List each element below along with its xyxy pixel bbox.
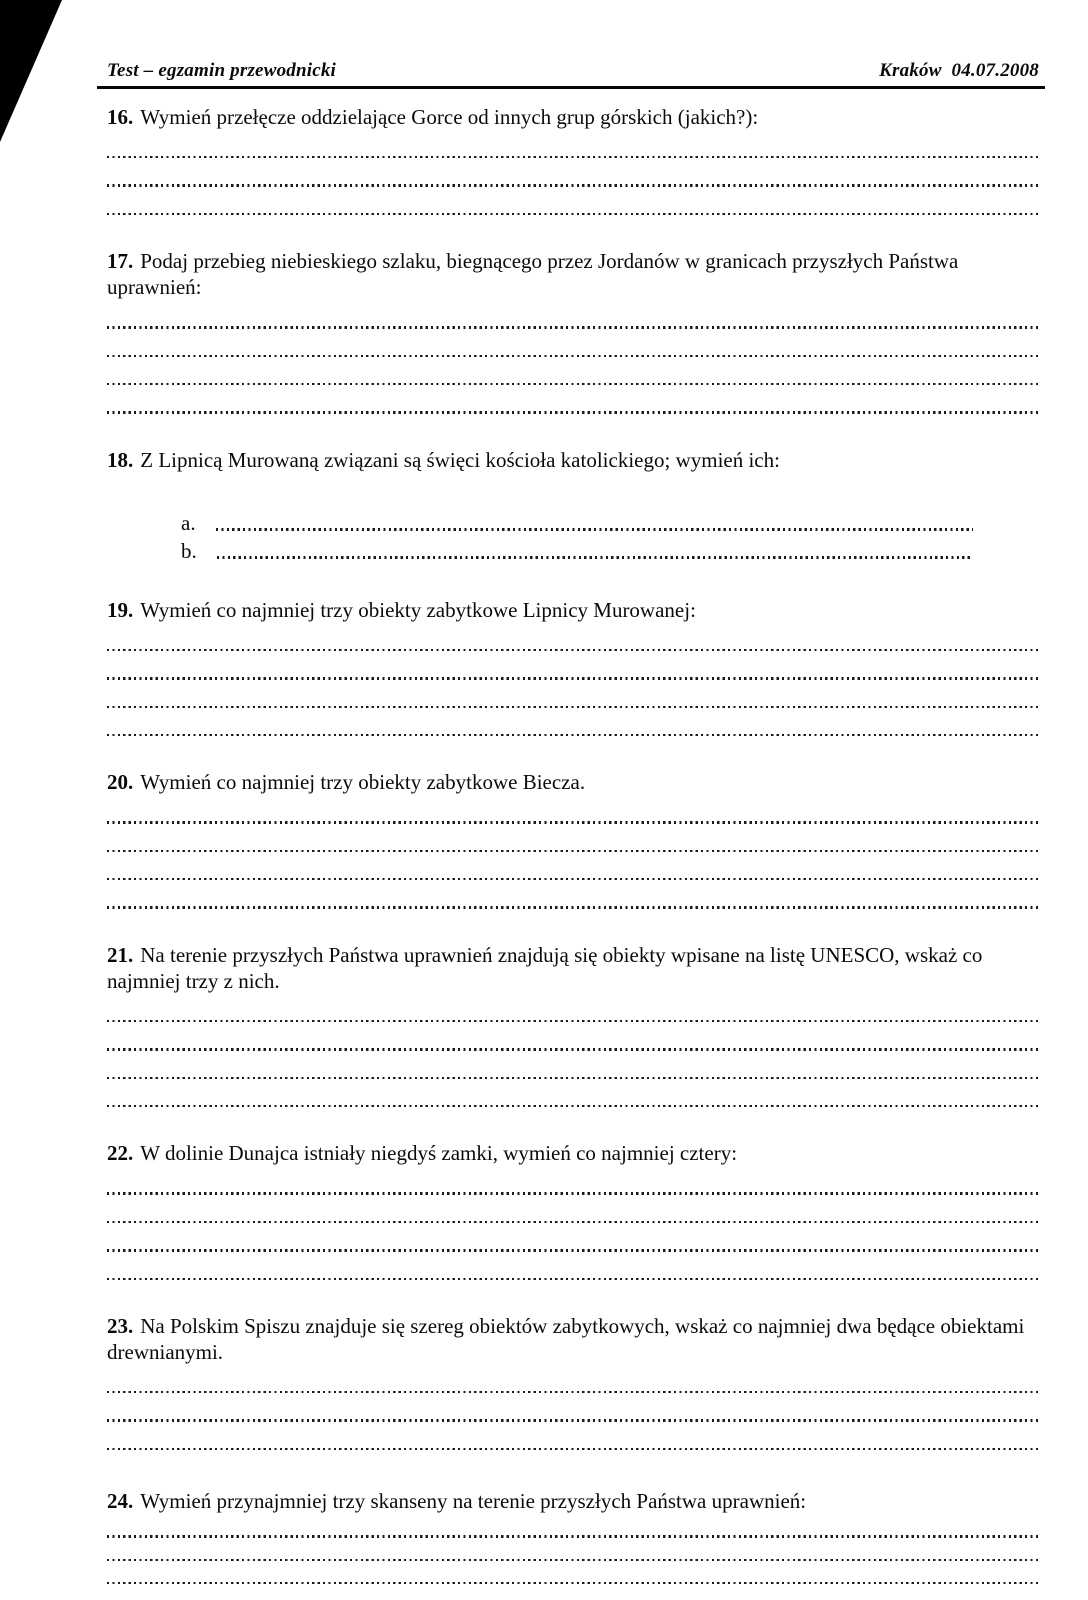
answer-letter-label: a. xyxy=(181,510,196,535)
question-number: 24. xyxy=(107,1489,134,1514)
question-text: Na Polskim Spiszu znajduje się szereg obiektów zabytkowych, wskaż co najmniej dwa będące obiektami drewnianymi. xyxy=(107,1313,1025,1364)
answer-blank-line xyxy=(107,878,1039,880)
question-line xyxy=(107,1313,1039,1365)
question-number: 17. xyxy=(107,249,134,274)
question-text: Wymień co najmniej trzy obiekty zabytkowe Biecza. xyxy=(140,770,586,795)
answer-blank-line xyxy=(107,184,1039,186)
lettered-answer-row xyxy=(181,511,973,536)
question-line xyxy=(107,248,1039,300)
question-number: 20. xyxy=(107,770,134,795)
question-text: Wymień przełęcze oddzielające Gorce od innych grup górskich (jakich?): xyxy=(140,105,759,129)
answer-blank-line xyxy=(107,906,1039,908)
answer-blank-line xyxy=(107,821,1039,823)
answer-blank-line xyxy=(107,1582,1039,1584)
question-text: W dolinie Dunajca istniały niegdyś zamki, wymień co najmniej cztery: xyxy=(140,1141,738,1166)
question-number: 21. xyxy=(107,942,134,967)
answer-blank-line xyxy=(107,677,1039,679)
question-number: 22. xyxy=(107,1141,134,1166)
document-title: Test – egzamin przewodnicki xyxy=(107,60,337,81)
answer-blank-line xyxy=(107,1020,1039,1022)
question-line xyxy=(107,1140,1039,1166)
question-text: Z Lipnicą Murowaną związani są święci kościoła katolickiego; wymień ich: xyxy=(140,447,780,472)
answer-blank-line xyxy=(216,528,973,530)
answer-blank-line xyxy=(107,1192,1039,1194)
answer-blank-line xyxy=(107,156,1039,158)
question-line xyxy=(107,1488,1039,1514)
answer-blank-line xyxy=(107,1221,1039,1223)
question-line xyxy=(107,447,1039,473)
answer-blank-line xyxy=(217,556,973,558)
answer-area xyxy=(107,156,1039,215)
answer-area xyxy=(107,1020,1039,1108)
answer-blank-line xyxy=(107,326,1039,328)
question xyxy=(107,769,1039,909)
question xyxy=(107,1313,1039,1450)
questions-list xyxy=(107,104,1039,1584)
question-line xyxy=(107,942,1039,994)
scan-corner-artifact xyxy=(0,0,62,142)
answer-blank-line xyxy=(107,1048,1039,1050)
answer-area xyxy=(107,821,1039,909)
answer-area xyxy=(107,649,1039,737)
answer-letter-label: b. xyxy=(181,538,197,563)
answer-blank-line xyxy=(107,1391,1039,1393)
answer-blank-line xyxy=(107,1448,1039,1450)
answer-blank-line xyxy=(107,734,1039,736)
question-text: Podaj przebieg niebieskiego szlaku, biegnącego przez Jordanów w granicach przyszłych Państwa uprawnień: xyxy=(107,249,959,300)
question xyxy=(107,942,1039,1108)
question-number: 23. xyxy=(107,1313,134,1338)
question xyxy=(107,104,1039,215)
question-number: 16. xyxy=(107,105,134,129)
question-line xyxy=(107,104,1039,130)
answer-blank-line xyxy=(107,1535,1039,1537)
answer-blank-line xyxy=(107,850,1039,852)
answer-blank-line xyxy=(107,1559,1039,1561)
answer-area xyxy=(107,1535,1039,1584)
answer-area xyxy=(107,1192,1039,1280)
answer-area xyxy=(107,1391,1039,1450)
question-text: Wymień co najmniej trzy obiekty zabytkowe Lipnicy Murowanej: xyxy=(140,597,696,622)
answer-area xyxy=(107,511,1039,564)
page-content xyxy=(107,60,1039,1584)
answer-blank-line xyxy=(107,1419,1039,1421)
lettered-answer-row xyxy=(181,539,973,564)
answer-blank-line xyxy=(107,1278,1039,1280)
question-line xyxy=(107,769,1039,795)
page-header xyxy=(97,60,1045,89)
answer-blank-line xyxy=(107,649,1039,651)
question xyxy=(107,597,1039,737)
question-number: 19. xyxy=(107,597,134,622)
answer-blank-line xyxy=(107,1077,1039,1079)
question-text: Wymień przynajmniej trzy skanseny na terenie przyszłych Państwa uprawnień: xyxy=(140,1489,807,1514)
question-text: Na terenie przyszłych Państwa uprawnień znajdują się obiekty wpisane na listę UNESCO, wskaż co najmniej trzy z nich. xyxy=(107,942,983,993)
answer-blank-line xyxy=(107,1249,1039,1251)
answer-blank-line xyxy=(107,383,1039,385)
question xyxy=(107,1140,1039,1280)
question-line xyxy=(107,597,1039,623)
answer-blank-line xyxy=(107,213,1039,215)
question xyxy=(107,1488,1039,1584)
answer-blank-line xyxy=(107,1105,1039,1107)
answer-blank-line xyxy=(107,706,1039,708)
answer-area xyxy=(107,326,1039,414)
question xyxy=(107,248,1039,414)
question xyxy=(107,447,1039,564)
answer-blank-line xyxy=(107,355,1039,357)
document-date: Kraków 04.07.2008 xyxy=(879,60,1039,81)
answer-blank-line xyxy=(107,411,1039,413)
question-number: 18. xyxy=(107,447,134,472)
